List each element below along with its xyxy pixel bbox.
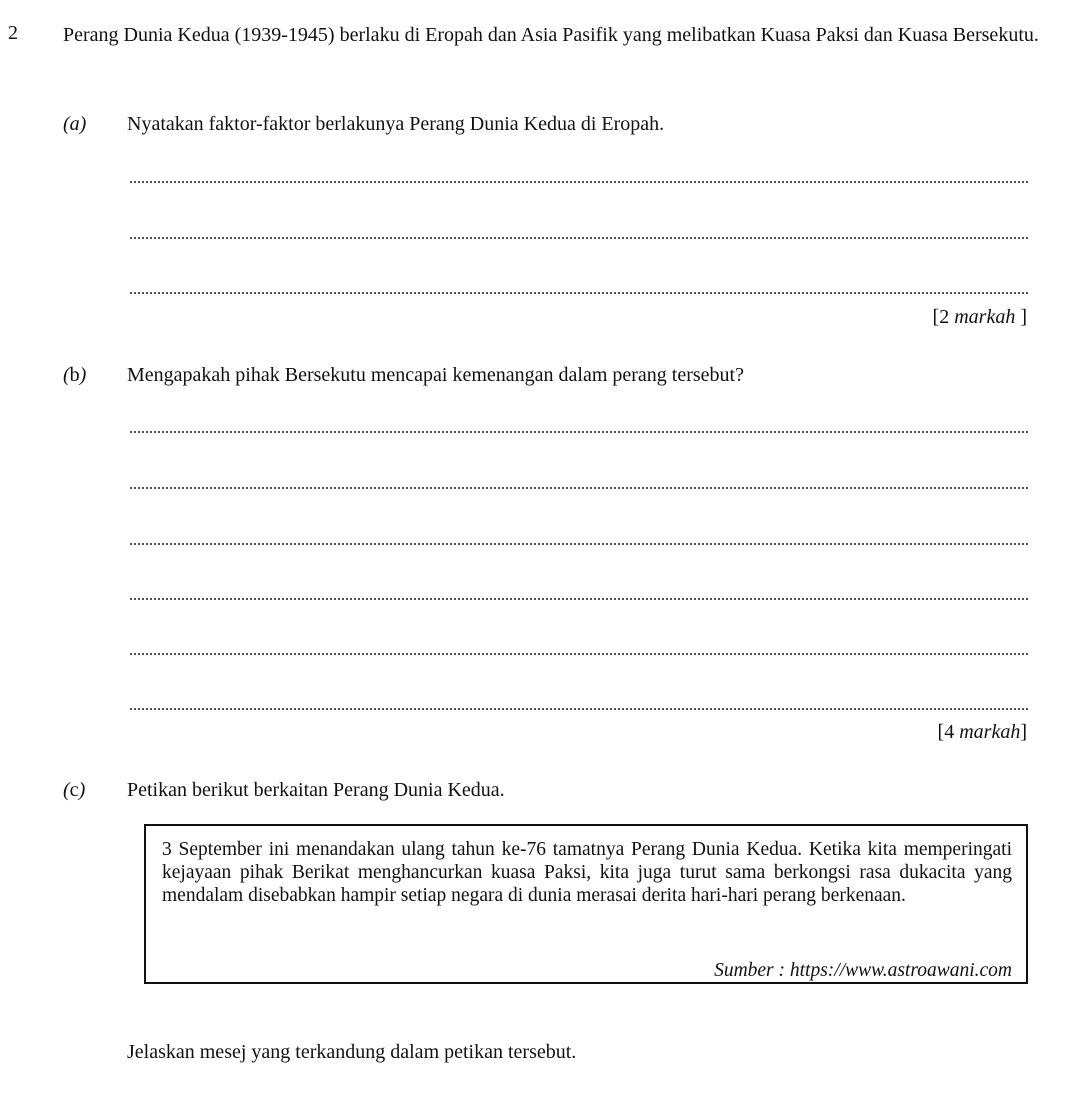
- part-a-marks-word: markah: [954, 306, 1016, 328]
- answer-line-b-1[interactable]: [130, 431, 1028, 435]
- part-a-marks: [933, 306, 1027, 329]
- part-c-label: [63, 779, 85, 802]
- part-c-label-close: ): [78, 779, 86, 801]
- part-b-label-open: (: [63, 364, 70, 386]
- part-b-label-letter: b: [69, 364, 80, 386]
- part-a-marks-close: ]: [1015, 306, 1027, 328]
- part-c-intro: Petikan berikut berkaitan Perang Dunia Kedua.: [127, 779, 505, 801]
- part-b-question: Mengapakah pihak Bersekutu mencapai kemenangan dalam perang tersebut?: [127, 364, 744, 386]
- part-a-label-open: (: [63, 113, 70, 135]
- answer-line-a-2[interactable]: [130, 237, 1028, 241]
- part-c-label-letter: c: [69, 779, 79, 801]
- answer-line-b-6[interactable]: [130, 708, 1028, 712]
- part-a-question: Nyatakan faktor-faktor berlakunya Perang Dunia Kedua di Eropah.: [127, 113, 665, 135]
- part-c-label-open: (: [63, 779, 70, 801]
- part-b-marks: [938, 721, 1027, 744]
- answer-line-a-3[interactable]: [130, 292, 1028, 296]
- answer-line-b-3[interactable]: [130, 543, 1028, 547]
- part-b-marks-word: markah: [959, 721, 1021, 743]
- extract-text: 3 September ini menandakan ulang tahun ke-76 tamatnya Perang Dunia Kedua. Ketika kita memperingati kejayaan pihak Berikat menghancurkan kuasa Paksi, kita juga turut sama berkongsi rasa dukacita yang mendalam disebabkan hampir setiap negara di dunia merasai derita hari-hari perang berkenaan.: [162, 839, 1012, 906]
- extract-source: Sumber : https://www.astroawani.com: [714, 960, 1012, 981]
- part-b-label: [63, 364, 86, 387]
- part-b-label-close: ): [79, 364, 87, 386]
- answer-line-b-4[interactable]: [130, 598, 1028, 602]
- part-a-label: [63, 113, 86, 136]
- part-a-label-close: ): [79, 113, 87, 135]
- question-number: 2: [8, 22, 18, 44]
- answer-line-b-2[interactable]: [130, 487, 1028, 491]
- extract-box: [144, 824, 1028, 984]
- question-intro: Perang Dunia Kedua (1939-1945) berlaku di Eropah dan Asia Pasifik yang melibatkan Kuasa Paksi dan Kuasa Bersekutu.: [63, 24, 1039, 46]
- part-a-marks-open: [2: [932, 306, 955, 328]
- part-b-marks-close: ]: [1020, 721, 1027, 743]
- part-c-question: Jelaskan mesej yang terkandung dalam petikan tersebut.: [127, 1041, 577, 1063]
- part-a-label-letter: a: [69, 113, 80, 135]
- answer-line-a-1[interactable]: [130, 181, 1028, 185]
- answer-line-b-5[interactable]: [130, 653, 1028, 657]
- part-b-marks-open: [4: [937, 721, 960, 743]
